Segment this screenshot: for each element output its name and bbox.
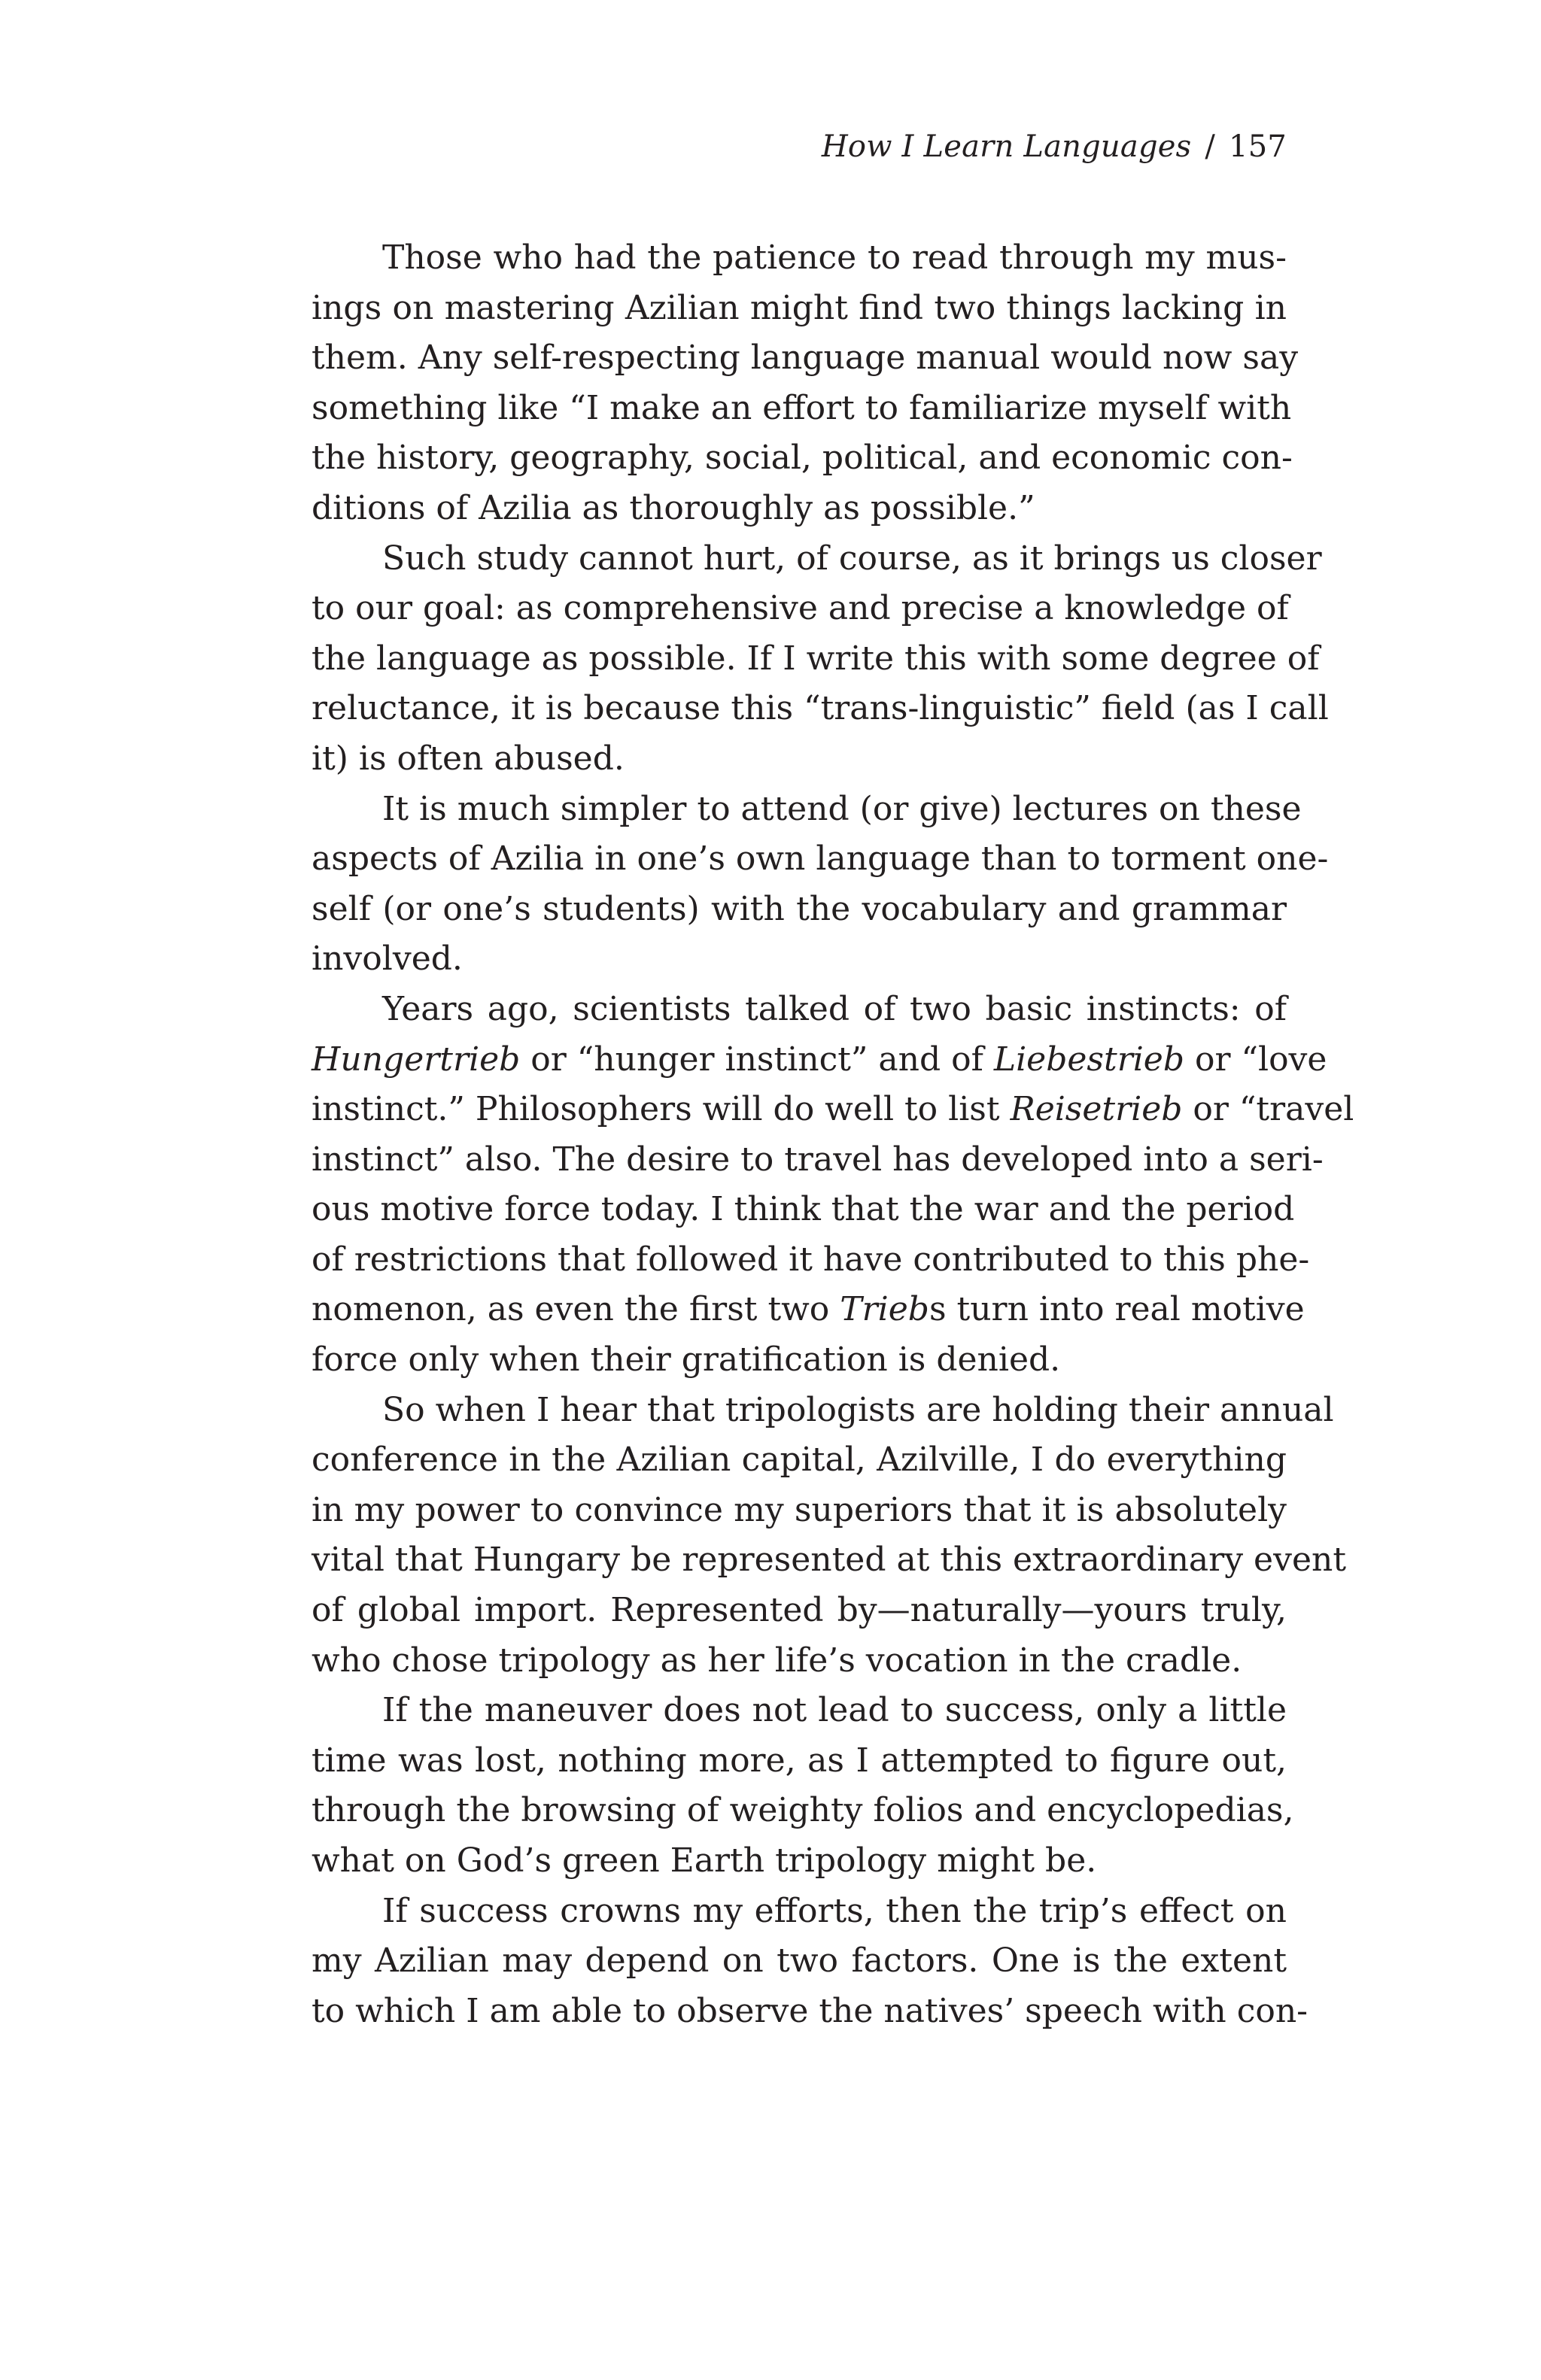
text-line: in my power to convince my superiors that it is absolutely: [312, 1490, 1287, 1529]
text-line: conference in the Azilian capital, Azilville, I do everything: [312, 1440, 1287, 1480]
text-line: Years ago, scientists talked of two basic instincts: of: [382, 989, 1287, 1028]
paragraph-1: [312, 233, 1299, 534]
text-run: instinct.” Philosophers will do well to list: [312, 1090, 1011, 1129]
text-run: or “hunger instinct” and of: [520, 1040, 994, 1079]
foreign-term: Trieb: [840, 1290, 929, 1329]
paragraph-4: [312, 985, 1354, 1386]
running-head: [822, 129, 1287, 164]
text-line: the history, geography, social, political, and economic con-: [312, 439, 1293, 478]
paragraph-7: [312, 1887, 1308, 2037]
text-line: If success crowns my efforts, then the trip’s effect on: [382, 1891, 1287, 1930]
paragraph-2: [312, 534, 1329, 785]
text-line: reluctance, it is because this “trans-linguistic” field (as I call: [312, 689, 1329, 728]
paragraph-6: [312, 1686, 1294, 1886]
body-text: [312, 233, 1354, 2036]
text-line: the language as possible. If I write this with some degree of: [312, 639, 1320, 678]
text-run: nomenon, as even the first two: [312, 1290, 840, 1329]
text-line: through the browsing of weighty folios and encyclopedias,: [312, 1791, 1294, 1830]
text-line: vital that Hungary be represented at this extraordinary event: [312, 1541, 1346, 1580]
text-line: [312, 1285, 1305, 1335]
text-line: instinct” also. The desire to travel has developed into a seri-: [312, 1140, 1324, 1179]
foreign-term: Reisetrieb: [1010, 1090, 1183, 1129]
page-number: 157: [1229, 129, 1287, 164]
text-line: what on God’s green Earth tripology might be.: [312, 1841, 1097, 1880]
text-line: Such study cannot hurt, of course, as it brings us closer: [382, 539, 1322, 578]
text-run: or “love: [1184, 1040, 1327, 1079]
text-line: So when I hear that tripologists are holding their annual: [382, 1390, 1334, 1429]
text-line: to our goal: as comprehensive and precise a knowledge of: [312, 589, 1289, 628]
text-line: ditions of Azilia as thoroughly as possible.”: [312, 488, 1035, 527]
foreign-term: Hungertrieb: [312, 1040, 521, 1079]
text-line: [312, 1085, 1354, 1135]
text-line: of restrictions that followed it have contributed to this phe-: [312, 1240, 1310, 1279]
foreign-term: Liebestrieb: [993, 1040, 1184, 1079]
text-line: ous motive force today. I think that the war and the period: [312, 1190, 1295, 1229]
text-line: it) is often abused.: [312, 739, 625, 778]
text-line: force only when their gratification is denied.: [312, 1340, 1061, 1380]
text-line: Those who had the patience to read through my mus-: [382, 238, 1287, 277]
text-line: If the maneuver does not lead to success, only a little: [382, 1691, 1287, 1730]
paragraph-3: [312, 785, 1329, 985]
text-line: who chose tripology as her life’s vocation in the cradle.: [312, 1641, 1242, 1680]
text-line: of global import. Represented by—naturally—yours truly,: [312, 1591, 1287, 1630]
text-run: or “travel: [1182, 1090, 1354, 1129]
text-line: involved.: [312, 940, 463, 979]
running-head-title: How I Learn Languages: [821, 129, 1192, 164]
text-run: s turn into real motive: [929, 1290, 1305, 1329]
text-line: aspects of Azilia in one’s own language than to torment one-: [312, 839, 1329, 879]
text-line: It is much simpler to attend (or give) lectures on these: [382, 789, 1302, 828]
text-line: them. Any self-respecting language manual would now say: [312, 338, 1299, 378]
paragraph-5: [312, 1386, 1346, 1686]
running-head-separator: /: [1205, 129, 1216, 164]
text-line: something like “I make an effort to familiarize myself with: [312, 388, 1292, 427]
text-line: [312, 1035, 1327, 1085]
text-line: ings on mastering Azilian might find two things lacking in: [312, 288, 1287, 327]
text-line: self (or one’s students) with the vocabulary and grammar: [312, 889, 1287, 928]
text-line: time was lost, nothing more, as I attempted to figure out,: [312, 1741, 1287, 1780]
text-line: my Azilian may depend on two factors. One is the extent: [312, 1941, 1287, 1981]
text-line: to which I am able to observe the natives’ speech with con-: [312, 1991, 1308, 2030]
